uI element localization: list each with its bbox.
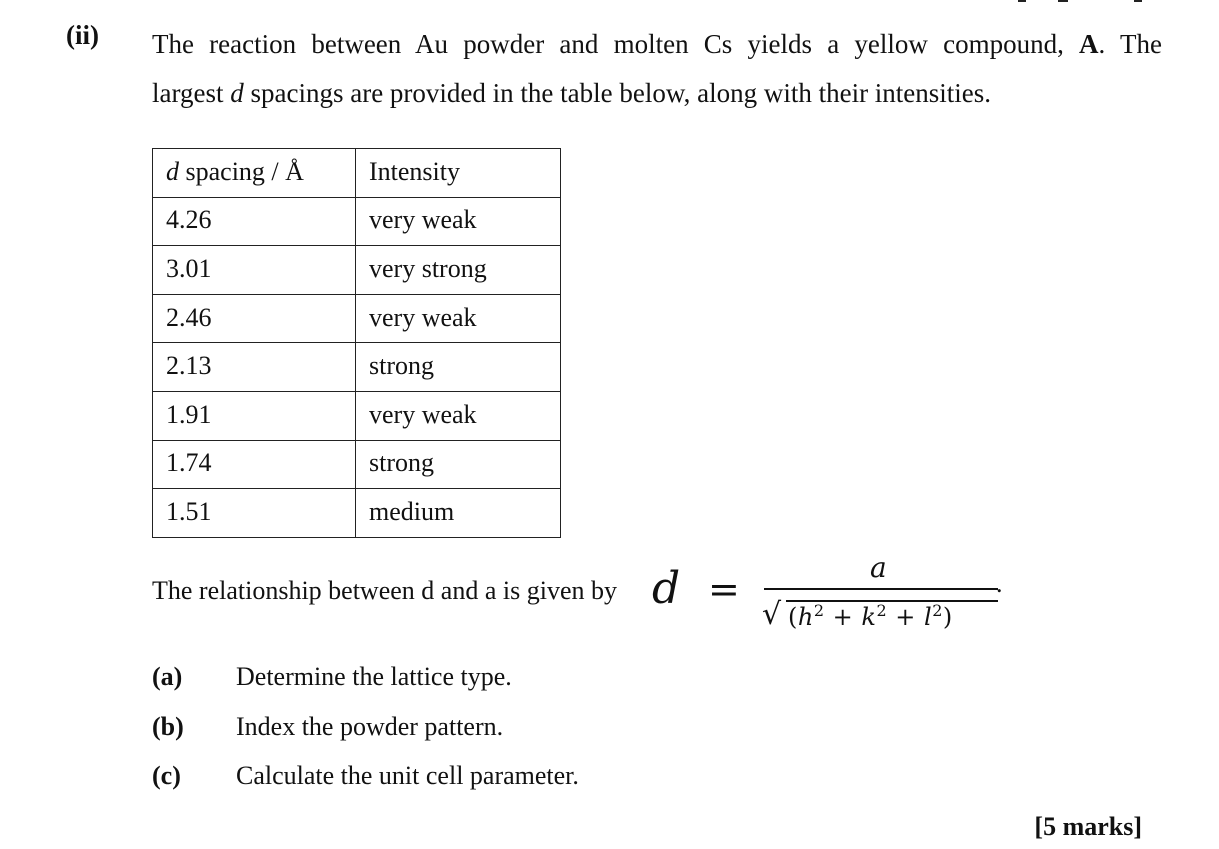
d-spacing-cell: 2.13 xyxy=(153,343,356,392)
intro-line-2 xyxy=(152,69,1162,118)
d-spacing-cell: 1.51 xyxy=(153,489,356,538)
table-row xyxy=(153,294,561,343)
table-row xyxy=(153,391,561,440)
paren-open: ( xyxy=(788,603,798,631)
intro-text: largest xyxy=(152,78,231,108)
part-label: (c) xyxy=(152,761,181,790)
equation-period: . xyxy=(996,569,1003,598)
part-text: Index the powder pattern. xyxy=(236,712,504,741)
d-spacing-cell: 4.26 xyxy=(153,197,356,246)
part-text: Determine the lattice type. xyxy=(236,662,512,691)
plus-sign: + xyxy=(824,603,862,631)
table-row xyxy=(153,343,561,392)
table-header-row xyxy=(153,149,561,198)
question-intro xyxy=(152,20,1162,118)
relationship-equation xyxy=(152,551,1052,640)
fraction-bar xyxy=(764,588,998,590)
intensity-cell: very strong xyxy=(356,246,561,295)
l-index: l xyxy=(924,603,933,631)
plus-sign: + xyxy=(887,603,925,631)
table-row xyxy=(153,440,561,489)
d-variable: d xyxy=(166,156,179,186)
k-index: k xyxy=(861,603,877,631)
intro-text: The reaction between Au powder and molten Cs yields a yellow compound, xyxy=(152,29,1080,59)
header-text: spacing / Å xyxy=(179,156,304,186)
table-row xyxy=(153,246,561,295)
equation-lhs: d xyxy=(652,563,681,614)
exponent: 2 xyxy=(932,601,943,620)
part-label: (a) xyxy=(152,662,183,691)
d-spacing-cell: 2.46 xyxy=(153,294,356,343)
d-spacing-cell: 1.91 xyxy=(153,391,356,440)
intensity-cell: very weak xyxy=(356,294,561,343)
marks-label: [5 marks] xyxy=(1034,812,1142,841)
h-index: h xyxy=(797,603,814,631)
part-label: (b) xyxy=(152,712,184,741)
intro-line-1 xyxy=(152,20,1162,69)
d-variable: d xyxy=(230,78,244,108)
intensity-cell: medium xyxy=(356,489,561,538)
top-bracket-mark xyxy=(1018,0,1142,2)
question-number: (ii) xyxy=(66,20,99,50)
header-d-spacing xyxy=(153,149,356,198)
relationship-text: The relationship between d and a is given by xyxy=(152,576,617,605)
intensity-cell: strong xyxy=(356,440,561,489)
d-spacing-cell: 3.01 xyxy=(153,246,356,295)
header-intensity: Intensity xyxy=(356,149,561,198)
paren-close: ) xyxy=(942,603,953,631)
exponent: 2 xyxy=(876,601,888,620)
equals-sign: = xyxy=(708,567,740,611)
table-row xyxy=(153,489,561,538)
sqrt-icon: √ xyxy=(762,597,782,632)
table-row xyxy=(153,197,561,246)
d-spacing-table xyxy=(152,148,561,538)
intensity-cell: very weak xyxy=(356,197,561,246)
compound-label: A xyxy=(1079,29,1099,59)
intro-text: spacings are provided in the table below, along with their intensities. xyxy=(243,78,992,108)
intro-text: . The xyxy=(1098,29,1162,59)
exponent: 2 xyxy=(813,601,825,620)
part-text: Calculate the unit cell parameter. xyxy=(236,761,579,790)
d-spacing-cell: 1.74 xyxy=(153,440,356,489)
fraction-numerator: a xyxy=(870,551,887,584)
intensity-cell: very weak xyxy=(356,391,561,440)
intensity-cell: strong xyxy=(356,343,561,392)
denominator-expression xyxy=(788,601,953,631)
